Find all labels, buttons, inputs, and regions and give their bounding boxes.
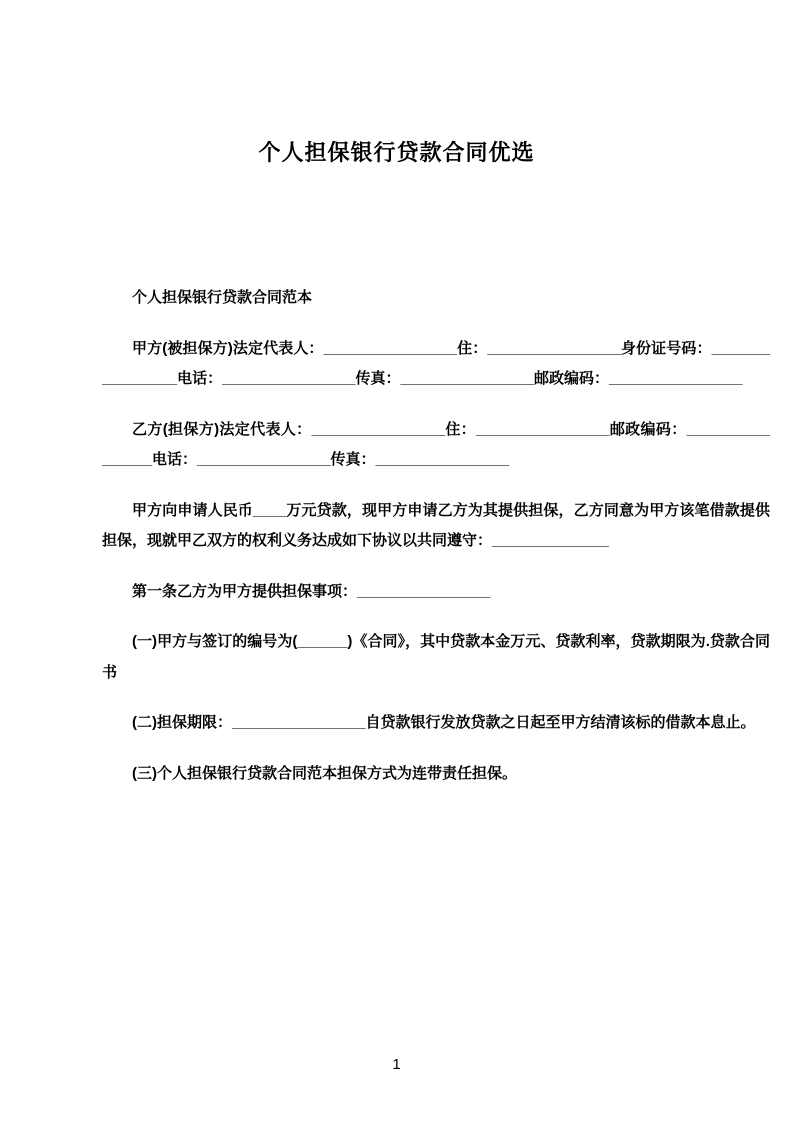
paragraph-party-b-info: 乙方(担保方)法定代表人：________________住：________________邮政编码：________________电话：________________传真：________________ bbox=[102, 420, 770, 468]
paragraph-item-3: (三)个人担保银行贷款合同范本担保方式为连带责任担保。 bbox=[132, 764, 517, 782]
paragraph-loan-request: 甲方向申请人民币____万元贷款，现甲方申请乙方为其提供担保，乙方同意为甲方该笔借款提供担保，现就甲乙双方的权利义务达成如下协议以共同遵守：______________ bbox=[102, 501, 770, 549]
paragraph-item-2: (二)担保期限：________________自贷款银行发放贷款之日起至甲方结清该标的借款本息止。 bbox=[132, 714, 756, 731]
paragraph-item-1: (一)甲方与签订的编号为(______)《合同》，其中贷款本金万元、贷款利率，贷款期限为.贷款合同书 bbox=[102, 633, 770, 681]
paragraph-party-a-info: 甲方(被担保方)法定代表人：________________住：________________身份证号码：________________电话：________________传真：________________邮政编码：________________ bbox=[102, 339, 770, 387]
document-body bbox=[102, 283, 770, 809]
page-number: 1 bbox=[392, 1056, 401, 1073]
paragraph-subtitle: 个人担保银行贷款合同范本 bbox=[132, 289, 313, 306]
paragraph-clause-1: 第一条乙方为甲方提供担保事项：________________ bbox=[132, 582, 491, 600]
document-title: 个人担保银行贷款合同优选 bbox=[258, 140, 535, 165]
